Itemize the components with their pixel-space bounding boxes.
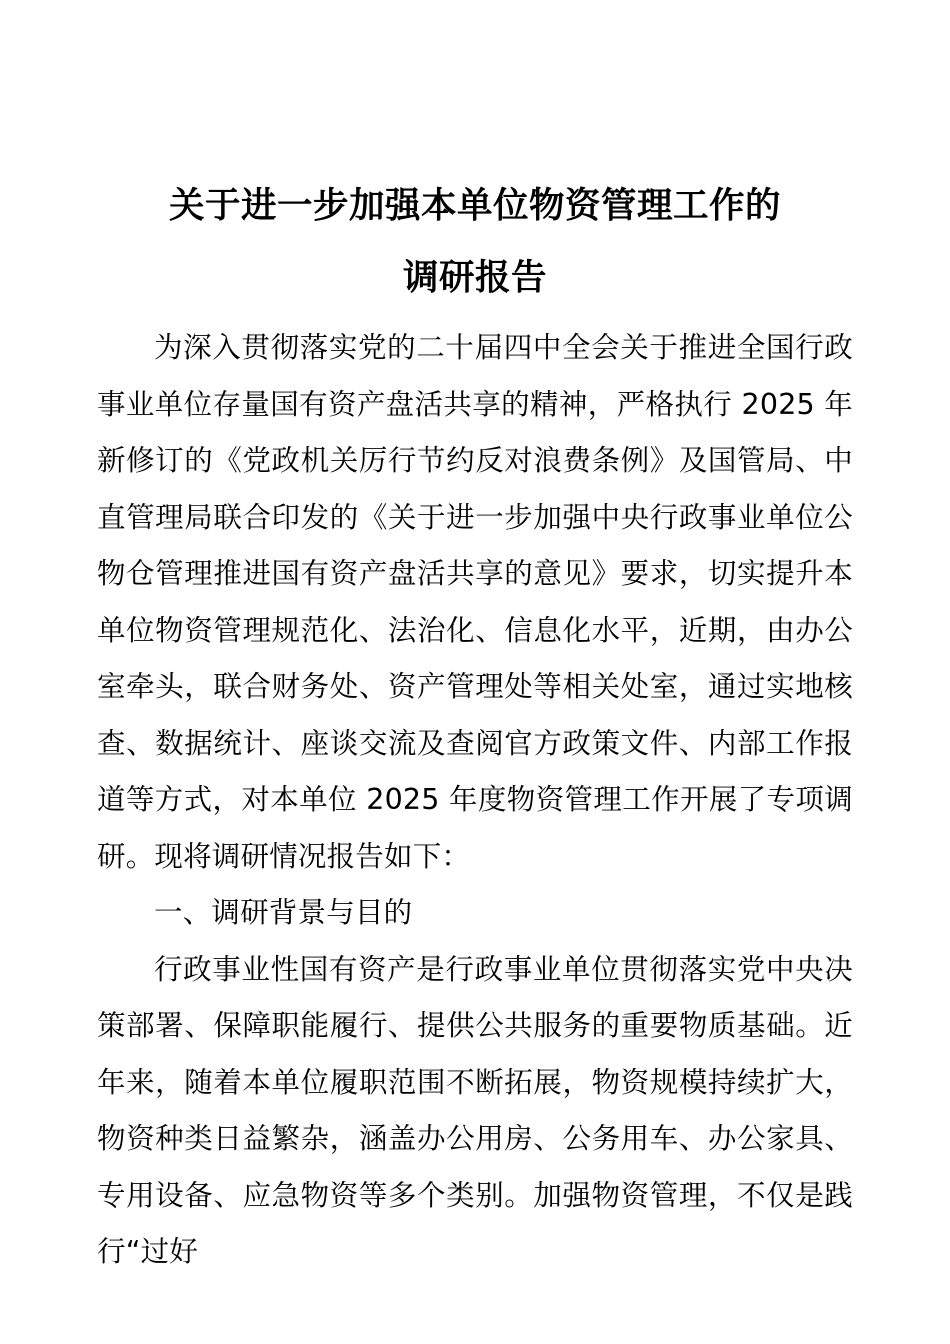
page-title-line-2: 调研报告 [402,257,547,298]
intro-paragraph: 为深入贯彻落实党的二十届四中全会关于推进全国行政事业单位存量国有资产盘活共享的精神，严格执行 2025 年新修订的《党政机关厉行节约反对浪费条例》及国管局、中直管理局联合印发的《关于进一步加强中央行政事业单位公物仓管理推进国有资产盘活共享的意见》要求，切实提升本单位物资管理规范化、法治化、信息化水平，近期，由办公室牵头，联合财务处、资产管理处等相关处室，通过实地核查、数据统计、座谈交流及查阅官方政策文件、内部工作报道等方式，对本单位 2025 年度物资管理工作开展了专项调研。现将调研情况报告如下： [97,331,853,873]
page-title [97,170,853,314]
page-title-line-1: 关于进一步加强本单位物资管理工作的 [168,185,781,226]
document-body [97,170,853,1281]
section-1-paragraph: 行政事业性国有资产是行政事业单位贯彻落实党中央决策部署、保障职能履行、提供公共服务的重要物质基础。近年来，随着本单位履职范围不断拓展，物资规模持续扩大，物资种类日益繁杂，涵盖办公用房、公务用车、办公家具、专用设备、应急物资等多个类别。加强物资管理，不仅是践行“过好 [97,952,853,1268]
section-heading-1: 一、调研背景与目的 [154,896,413,929]
